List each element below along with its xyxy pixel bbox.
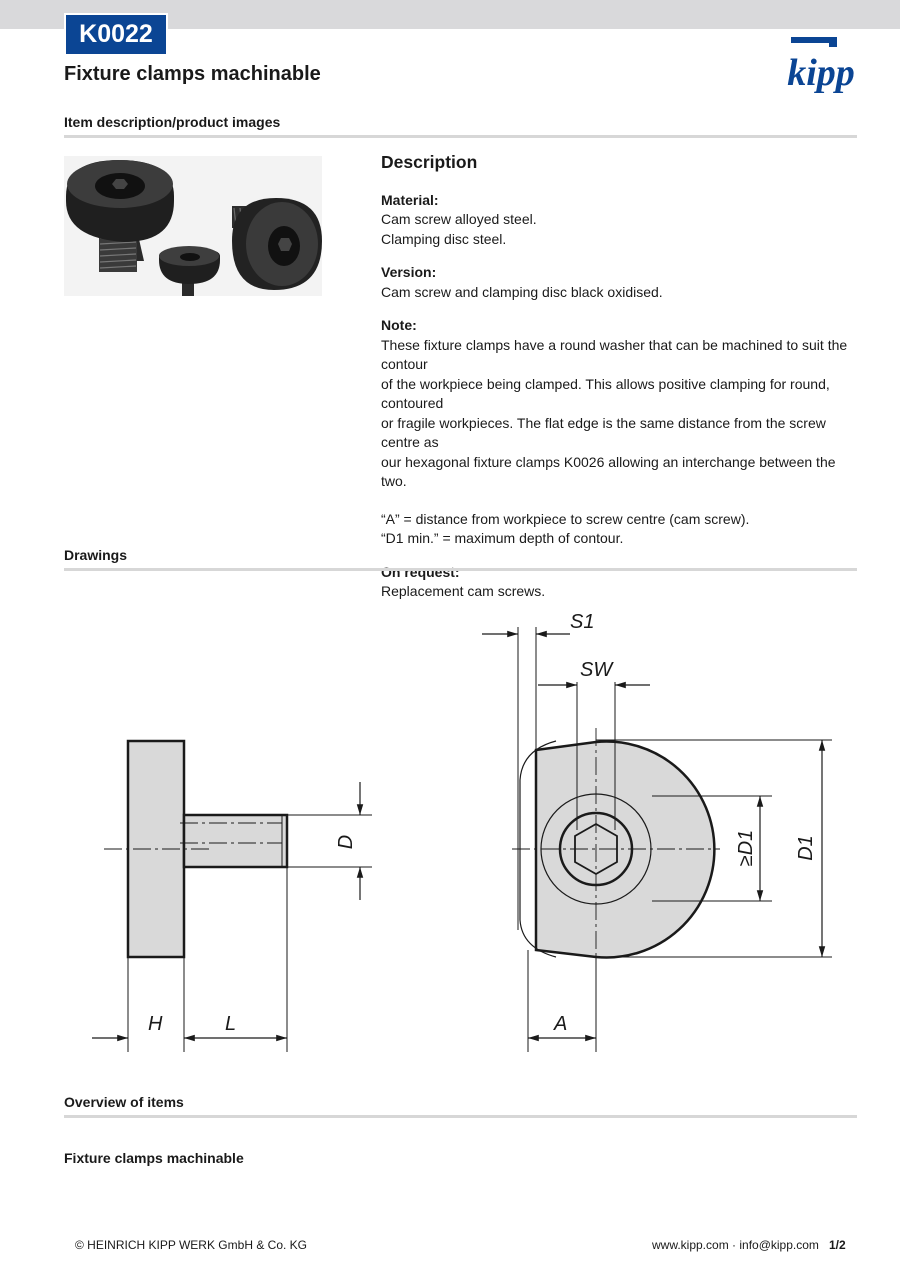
section-item-description: Item description/product images <box>64 114 857 138</box>
description-heading: Description <box>381 152 478 172</box>
section-overview: Overview of items <box>64 1094 857 1118</box>
disc-front-view <box>536 742 714 958</box>
dim-label-sw: SW <box>580 659 613 681</box>
footer-contact[interactable]: www.kipp.com · info@kipp.com <box>652 1238 819 1252</box>
version-text: Cam screw and clamping disc black oxidised. <box>381 283 663 300</box>
on-request-label: On request: <box>381 563 460 580</box>
footer-copyright: © HEINRICH KIPP WERK GmbH & Co. KG <box>75 1238 307 1252</box>
dim-label-h: H <box>148 1013 163 1035</box>
footer-page-number: 1/2 <box>829 1238 846 1252</box>
dim-label-s1: S1 <box>570 611 595 633</box>
note-line: our hexagonal fixture clamps K0026 allowing an interchange between the two. <box>381 453 836 489</box>
dim-label-l: L <box>225 1013 237 1035</box>
dim-label-d1-min: ≥D1 <box>735 829 757 867</box>
product-code-badge: K0022 <box>64 13 168 56</box>
on-request-text: Replacement cam screws. <box>381 583 546 599</box>
material-line: Clamping disc steel. <box>381 230 507 247</box>
technical-drawing <box>60 590 860 1070</box>
kipp-logo <box>783 37 859 93</box>
note-section <box>381 316 861 549</box>
d1-note: “D1 min.” = maximum depth of contour. <box>381 530 624 546</box>
overview-subheading: Fixture clamps machinable <box>64 1150 244 1166</box>
section-drawings: Drawings <box>64 547 857 571</box>
material-line: Cam screw alloyed steel. <box>381 211 537 227</box>
dim-label-a: A <box>554 1013 568 1035</box>
kipp-logo-text: kipp <box>787 52 855 93</box>
dim-label-d1: D1 <box>795 835 817 861</box>
note-line: These fixture clamps have a round washer that can be machined to suit the contour <box>381 336 848 372</box>
version-label: Version: <box>381 264 437 280</box>
product-photo <box>64 156 322 296</box>
material-section <box>381 191 861 250</box>
material-label: Material: <box>381 191 439 208</box>
note-label: Note: <box>381 317 417 333</box>
page-title: Fixture clamps machinable <box>64 63 321 85</box>
note-line: of the workpiece being clamped. This allows positive clamping for round, contoured <box>381 375 830 411</box>
note-line: or fragile workpieces. The flat edge is the same distance from the screw centre as <box>381 414 826 450</box>
dim-label-d: D <box>335 834 357 850</box>
a-note: “A” = distance from workpiece to screw centre (cam screw). <box>381 510 750 527</box>
version-section <box>381 263 861 302</box>
